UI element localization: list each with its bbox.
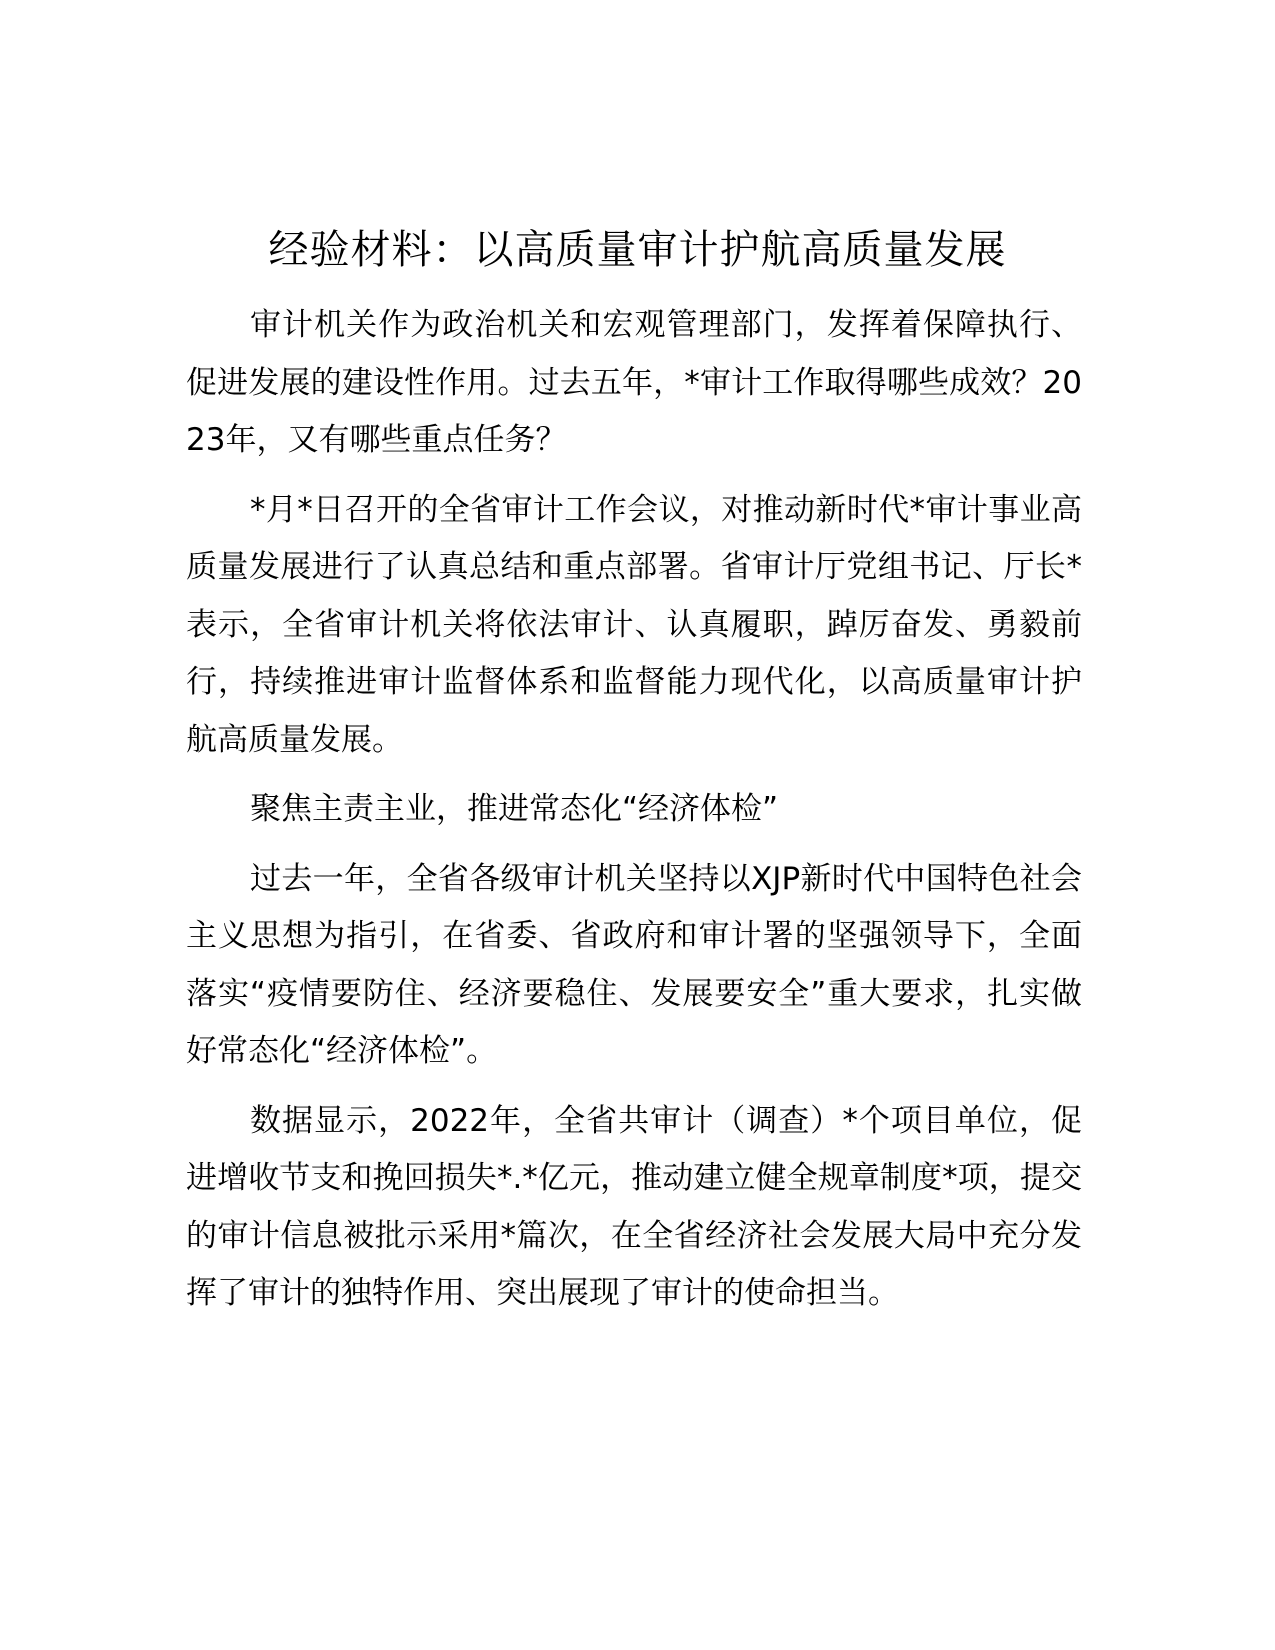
document-body xyxy=(186,297,1082,1335)
document-title: 经验材料：以高质量审计护航高质量发展 xyxy=(268,227,1007,273)
section-heading: 聚焦主责主业，推进常态化“经济体检” xyxy=(250,791,779,827)
paragraph-past-year: 过去一年，全省各级审计机关坚持以XJP新时代中国特色社会主义思想为指引，在省委、省政府和审计署的坚强领导下，全面落实“疫情要防住、经济要稳住、发展要安全”重大要求，扎实做好常态化“经济体检”。 xyxy=(186,860,1082,1069)
paragraph-meeting: *月*日召开的全省审计工作会议，对推动新时代*审计事业高质量发展进行了认真总结和重点部署。省审计厅党组书记、厅长*表示，全省审计机关将依法审计、认真履职，踔厉奋发、勇毅前行，持续推进审计监督体系和监督能力现代化，以高质量审计护航高质量发展。 xyxy=(186,491,1082,758)
paragraph-intro: 审计机关作为政治机关和宏观管理部门，发挥着保障执行、促进发展的建设性作用。过去五年，*审计工作取得哪些成效？2023年，又有哪些重点任务？ xyxy=(186,307,1082,458)
paragraph-data: 数据显示，2022年，全省共审计（调查）*个项目单位，促进增收节支和挽回损失*.*亿元，推动建立健全规章制度*项，提交的审计信息被批示采用*篇次，在全省经济社会发展大局中充分发挥了审计的独特作用、突出展现了审计的使命担当。 xyxy=(186,1102,1082,1311)
